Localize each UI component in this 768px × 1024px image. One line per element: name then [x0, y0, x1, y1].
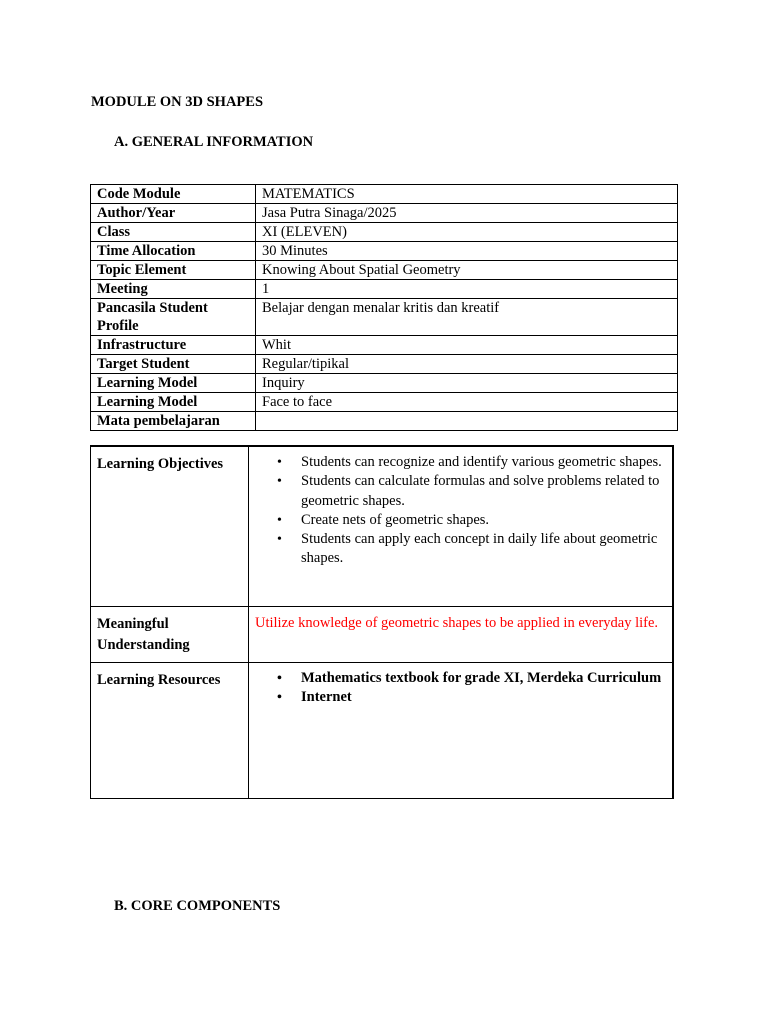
list-item: • Students can calculate formulas and solve problems related to geometric shapes. [255, 472, 666, 511]
table-row [91, 299, 678, 336]
row-value: Belajar dengan menalar kritis dan kreatif [256, 299, 678, 336]
objectives-list [255, 453, 666, 569]
row-label: Target Student [91, 355, 256, 374]
table-row [91, 280, 678, 299]
objectives-label: Learning Objectives [91, 446, 249, 607]
row-label: Code Module [91, 185, 256, 204]
list-item: • Internet [255, 688, 666, 707]
document-title: MODULE ON 3D SHAPES [91, 94, 264, 110]
table-row [91, 261, 678, 280]
table-row [91, 223, 678, 242]
table-row [91, 393, 678, 412]
objectives-content [249, 446, 674, 607]
row-label: Pancasila Student Profile [91, 299, 256, 336]
row-value: XI (ELEVEN) [256, 223, 678, 242]
row-label: Class [91, 223, 256, 242]
row-value: Face to face [256, 393, 678, 412]
row-value: MATEMATICS [256, 185, 678, 204]
meaningful-label: Meaningful Understanding [91, 607, 249, 663]
resources-list [255, 669, 666, 708]
row-label: Mata pembelajaran [91, 412, 256, 431]
row-label: Learning Model [91, 374, 256, 393]
row-label: Author/Year [91, 204, 256, 223]
section-a-heading: A. GENERAL INFORMATION [114, 134, 314, 150]
row-label: Infrastructure [91, 336, 256, 355]
row-value: Jasa Putra Sinaga/2025 [256, 204, 678, 223]
row-value: Knowing About Spatial Geometry [256, 261, 678, 280]
list-item: • Students can apply each concept in daily life about geometric shapes. [255, 530, 666, 569]
table-row [91, 185, 678, 204]
row-value [256, 412, 678, 431]
row-value: Whit [256, 336, 678, 355]
table-row [91, 607, 674, 663]
table-row [91, 355, 678, 374]
list-item: • Create nets of geometric shapes. [255, 511, 666, 530]
row-value: Regular/tipikal [256, 355, 678, 374]
table-row [91, 374, 678, 393]
table-row [91, 663, 674, 799]
table-row [91, 446, 674, 607]
row-label: Meeting [91, 280, 256, 299]
row-label: Time Allocation [91, 242, 256, 261]
table-row [91, 242, 678, 261]
objectives-table [90, 445, 674, 799]
row-value: 30 Minutes [256, 242, 678, 261]
row-label: Learning Model [91, 393, 256, 412]
table-row [91, 412, 678, 431]
table-row [91, 336, 678, 355]
list-item: • Mathematics textbook for grade XI, Merdeka Curriculum [255, 669, 666, 688]
table-row [91, 204, 678, 223]
section-b-heading: B. CORE COMPONENTS [114, 898, 281, 914]
list-item: • Students can recognize and identify various geometric shapes. [255, 453, 666, 472]
row-value: Inquiry [256, 374, 678, 393]
general-info-table [90, 184, 678, 431]
meaningful-text: Utilize knowledge of geometric shapes to be applied in everyday life. [249, 607, 674, 663]
resources-content [249, 663, 674, 799]
row-label: Topic Element [91, 261, 256, 280]
resources-label: Learning Resources [91, 663, 249, 799]
row-value: 1 [256, 280, 678, 299]
